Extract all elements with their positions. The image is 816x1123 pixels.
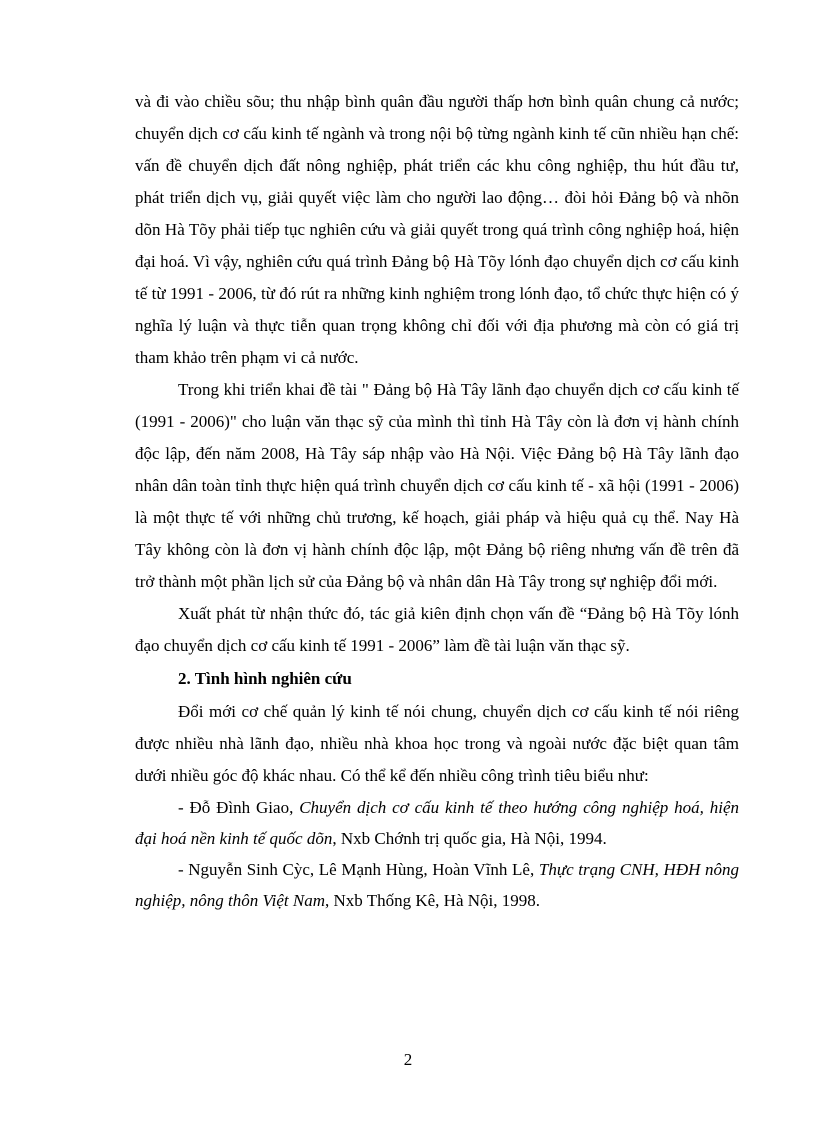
- section-heading: 2. Tình hình nghiên cứu: [178, 669, 352, 688]
- reference-author: - Nguyễn Sinh Cỳc, Lê Mạnh Hùng, Hoàn Vĩnh Lê,: [178, 860, 539, 879]
- reference-item: [135, 854, 739, 916]
- reference-publisher: , Nxb Thống Kê, Hà Nội, 1998.: [324, 891, 540, 910]
- reference-publisher: , Nxb Chớnh trị quốc gia, Hà Nội, 1994.: [332, 829, 607, 848]
- body-paragraph: Xuất phát từ nhận thức đó, tác giả kiên định chọn vấn đề “Đảng bộ Hà Tõy lónh đạo chuyển dịch cơ cấu kinh tế 1991 - 2006” làm đề tài luận văn thạc sỹ.: [135, 604, 739, 655]
- page-number: 2: [403, 1050, 413, 1069]
- body-paragraph: và đi vào chiều sõu; thu nhập bình quân đầu người thấp hơn bình quân chung cả nước; chuyển dịch cơ cấu kinh tế ngành và trong nội bộ từng ngành kinh tế cũn nhiều hạn chế: vấn đề chuyển dịch đất nông nghiệp, phát triển các khu công nghiệp, thu hút đầu tư, phát triển dịch vụ, giải quyết việc làm cho người lao động… đòi hỏi Đảng bộ và nhõn dõn Hà Tõy phải tiếp tục nghiên cứu và giải quyết trong quá trình công nghiệp hoá, hiện đại hoá. Vì vậy, nghiên cứu quá trình Đảng bộ Hà Tõy lónh đạo chuyển dịch cơ cấu kinh tế từ 1991 - 2006, từ đó rút ra những kinh nghiệm trong lónh đạo, tổ chức thực hiện có ý nghĩa lý luận và thực tiễn quan trọng không chỉ đối với địa phương mà còn có giá trị tham khảo trên phạm vi cả nước.: [135, 92, 739, 367]
- reference-title: Thực trạng CNH, HĐH nông nghiệp, nông thôn Việt Nam: [135, 860, 740, 910]
- reference-author: - Đỗ Đình Giao,: [178, 798, 300, 817]
- page-body: [135, 86, 739, 916]
- body-paragraph: Đổi mới cơ chế quản lý kinh tế nói chung, chuyển dịch cơ cấu kinh tế nói riêng được nhiều nhà lãnh đạo, nhiều nhà khoa học trong và ngoài nước đặc biệt quan tâm dưới nhiều góc độ khác nhau. Có thể kể đến nhiều công trình tiêu biểu như:: [135, 702, 739, 785]
- body-paragraph: Trong khi triển khai đề tài " Đảng bộ Hà Tây lãnh đạo chuyển dịch cơ cấu kinh tế (1991 - 2006)" cho luận văn thạc sỹ của mình thì tỉnh Hà Tây còn là đơn vị hành chính độc lập, đến năm 2008, Hà Tây sáp nhập vào Hà Nội. Việc Đảng bộ Hà Tây lãnh đạo nhân dân toàn tỉnh thực hiện quá trình chuyển dịch cơ cấu kinh tế - xã hội (1991 - 2006) là một thực tế với những chủ trương, kế hoạch, giải pháp và hiệu quả cụ thể. Nay Hà Tây không còn là đơn vị hành chính độc lập, một Đảng bộ riêng nhưng vấn đề trên đã trở thành một phần lịch sử của Đảng bộ và nhân dân Hà Tây trong sự nghiệp đổi mới.: [135, 380, 739, 591]
- reference-item: [135, 792, 739, 854]
- reference-title: Chuyển dịch cơ cấu kinh tế theo hướng công nghiệp hoá, hiện đại hoá nền kinh tế quốc dõn: [135, 798, 739, 848]
